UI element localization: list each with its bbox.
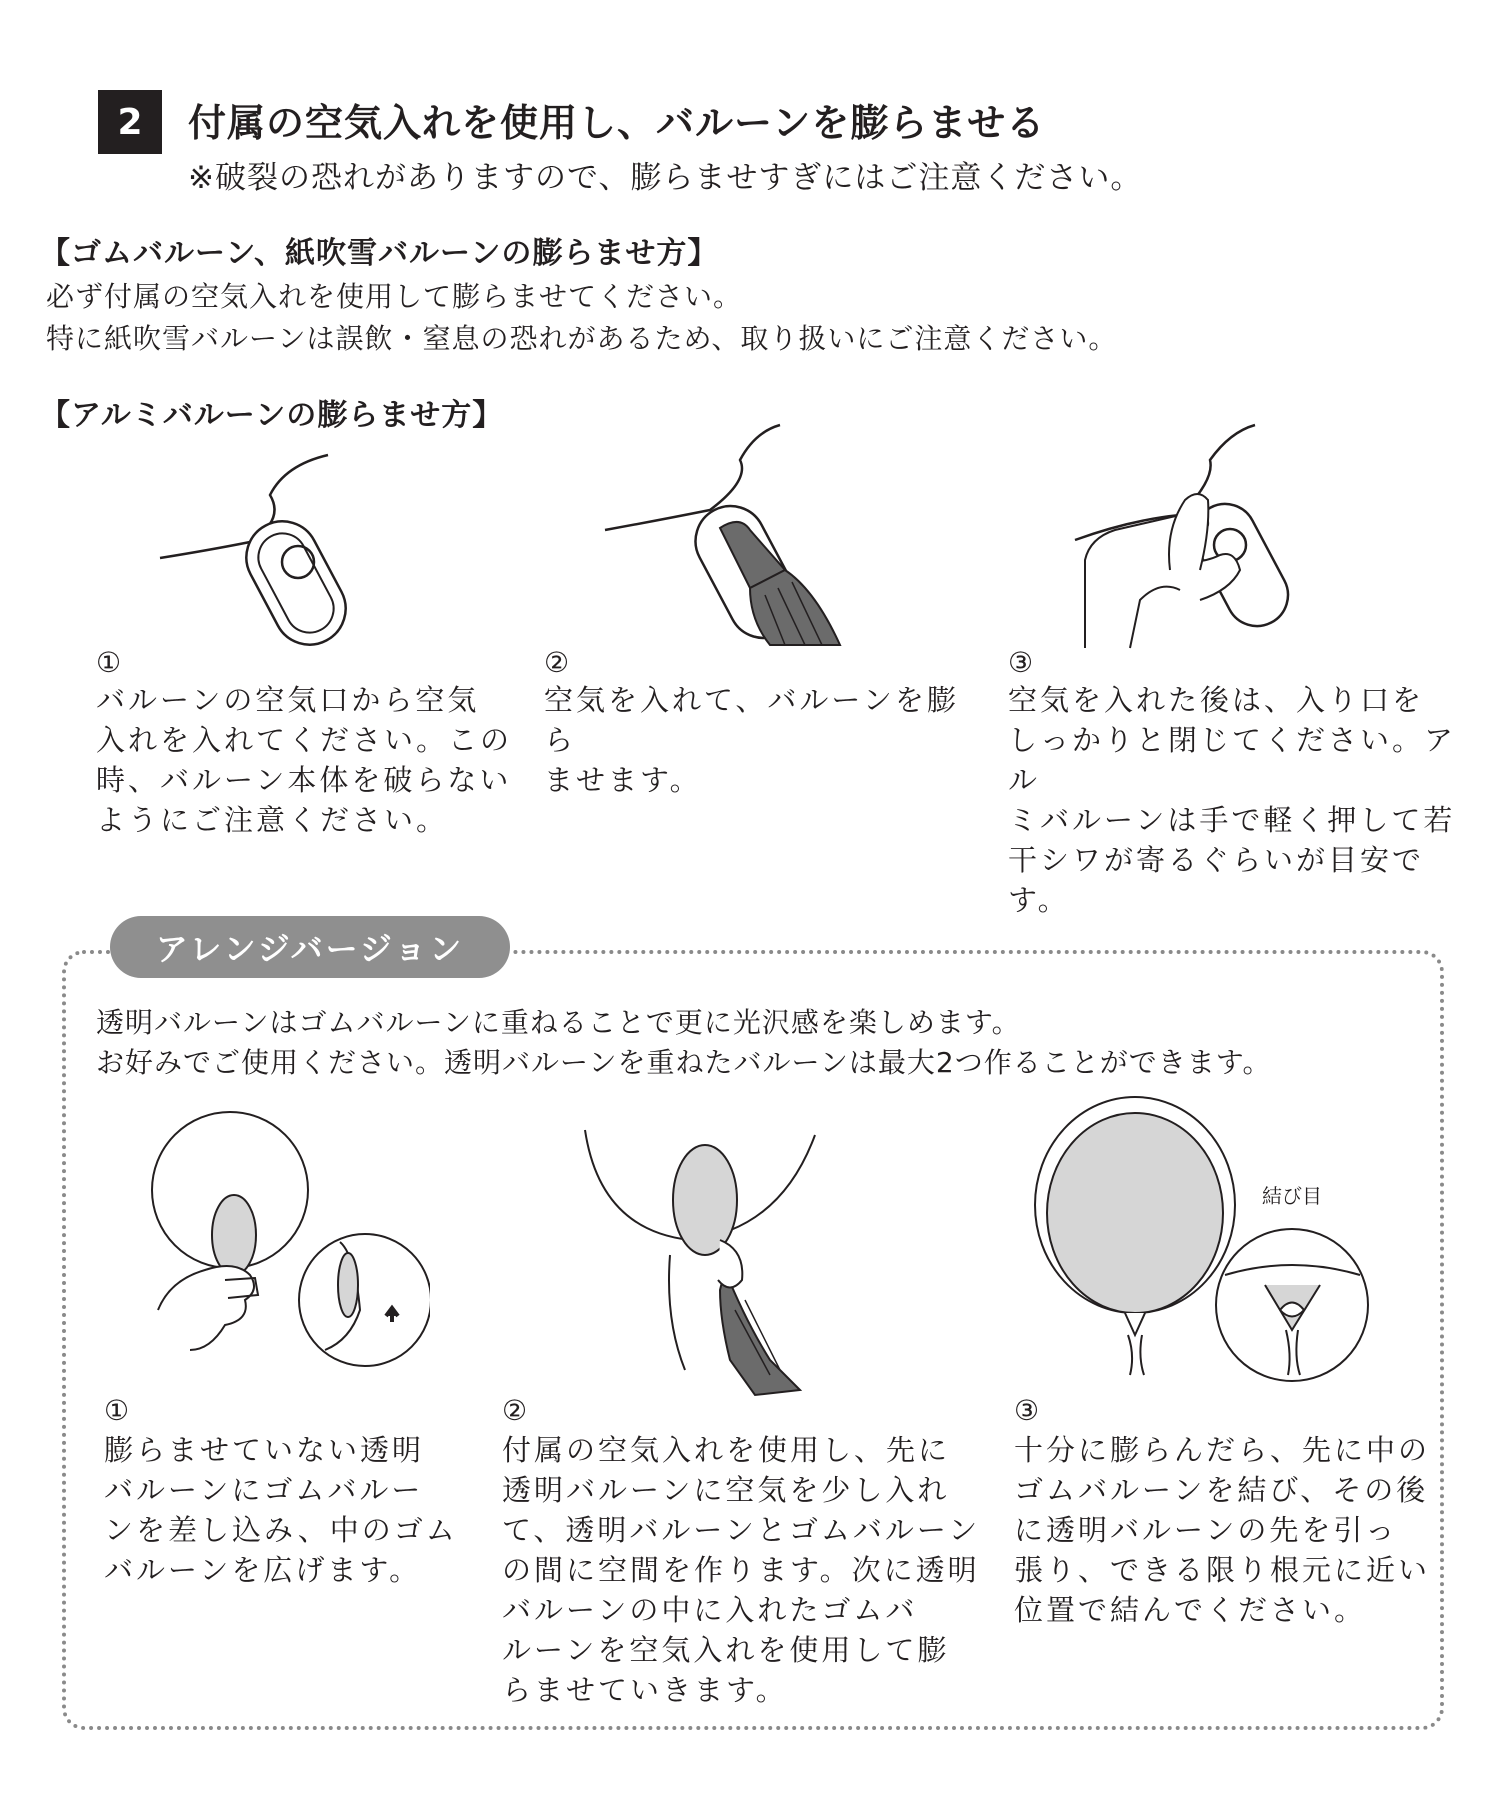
aluminum-step3-line: しっかりと閉じてください。アル	[1008, 723, 1457, 797]
arrange-step1-line: バルーンを広げます。	[104, 1553, 422, 1587]
aluminum-step1-line: バルーンの空気口から空気	[96, 683, 480, 717]
arrange-step3-illustration	[1030, 1095, 1390, 1385]
arrange-step2-line: らませていきます。	[502, 1673, 788, 1707]
arrange-line-2: お好みでご使用ください。透明バルーンを重ねたバルーンは最大2つ作ることができます。	[96, 1046, 1272, 1079]
aluminum-step2-illustration	[600, 420, 860, 650]
arrange-step3-text	[1014, 1430, 1434, 1630]
arrange-step3-number: ③	[1014, 1394, 1040, 1427]
aluminum-step2-line: ませます。	[544, 763, 702, 797]
aluminum-step1-line: 時、バルーン本体を破らない	[96, 763, 512, 797]
aluminum-section-heading: 【アルミバルーンの膨らませ方】	[40, 398, 504, 433]
arrange-step3-line: に透明バルーンの先を引っ	[1014, 1513, 1398, 1547]
aluminum-step3-text	[1008, 680, 1478, 920]
aluminum-step2-line: 空気を入れて、バルーンを膨ら	[544, 683, 959, 757]
arrange-step2-line: ルーンを空気入れを使用して膨	[502, 1633, 950, 1667]
arrange-step1-line: ンを差し込み、中のゴム	[104, 1513, 458, 1547]
aluminum-step3-number: ③	[1008, 646, 1034, 679]
arrange-step2-line: の間に空間を作ります。次に透明	[502, 1553, 980, 1587]
arrange-step2-line: 付属の空気入れを使用し、先に	[502, 1433, 951, 1467]
arrange-step3-line: 十分に膨らんだら、先に中の	[1014, 1433, 1431, 1467]
arrange-step2-text	[502, 1430, 982, 1710]
rubber-line-1: 必ず付属の空気入れを使用して膨らませてください。	[46, 280, 743, 313]
aluminum-step3-line: 干シワが寄るぐらいが目安で	[1008, 843, 1425, 877]
arrange-step1-line: 膨らませていない透明	[104, 1433, 425, 1467]
aluminum-step1-number: ①	[96, 646, 122, 679]
step-number-badge: 2	[98, 90, 162, 154]
caution-note: ※破裂の恐れがありますので、膨らませすぎにはご注意ください。	[188, 160, 1143, 196]
aluminum-step2-number: ②	[544, 646, 570, 679]
aluminum-step3-line: 空気を入れた後は、入り口を	[1008, 683, 1425, 717]
arrange-step3-line: 張り、できる限り根元に近い	[1014, 1553, 1431, 1587]
arrange-step2-number: ②	[502, 1394, 528, 1427]
rubber-section-heading: 【ゴムバルーン、紙吹雪バルーンの膨らませ方】	[40, 236, 719, 271]
arrange-line-1: 透明バルーンはゴムバルーンに重ねることで更に光沢感を楽しめます。	[96, 1006, 1021, 1039]
knot-label: 結び目	[1262, 1184, 1322, 1208]
page-title: 付属の空気入れを使用し、バルーンを膨らませる	[188, 101, 1046, 145]
arrange-step2-illustration	[580, 1120, 840, 1400]
arrange-step1-number: ①	[104, 1394, 130, 1427]
rubber-line-2: 特に紙吹雪バルーンは誤飲・窒息の恐れがあるため、取り扱いにご注意ください。	[46, 322, 1118, 355]
arrange-version-label: アレンジバージョン	[110, 916, 510, 978]
aluminum-step2-text	[544, 680, 984, 800]
arrange-step1-illustration	[150, 1110, 430, 1400]
arrange-step2-line: て、透明バルーンとゴムバルーン	[502, 1513, 981, 1547]
aluminum-step3-line: ミバルーンは手で軽く押して若	[1008, 803, 1456, 837]
arrange-step1-text	[104, 1430, 464, 1590]
arrange-step2-line: バルーンの中に入れたゴムバ	[502, 1593, 918, 1627]
aluminum-step1-illustration	[150, 450, 380, 650]
arrange-step2-line: 透明バルーンに空気を少し入れ	[502, 1473, 950, 1507]
arrange-step3-line: ゴムバルーンを結び、その後	[1014, 1473, 1429, 1507]
aluminum-step3-line: す。	[1008, 883, 1070, 917]
arrange-step3-line: 位置で結んでください。	[1014, 1593, 1367, 1627]
aluminum-step1-line: ようにご注意ください。	[96, 803, 449, 837]
aluminum-step1-text	[96, 680, 516, 840]
aluminum-step1-line: 入れを入れてください。この	[96, 723, 513, 757]
aluminum-step3-illustration	[1070, 420, 1310, 650]
arrange-step1-line: バルーンにゴムバルー	[104, 1473, 424, 1507]
